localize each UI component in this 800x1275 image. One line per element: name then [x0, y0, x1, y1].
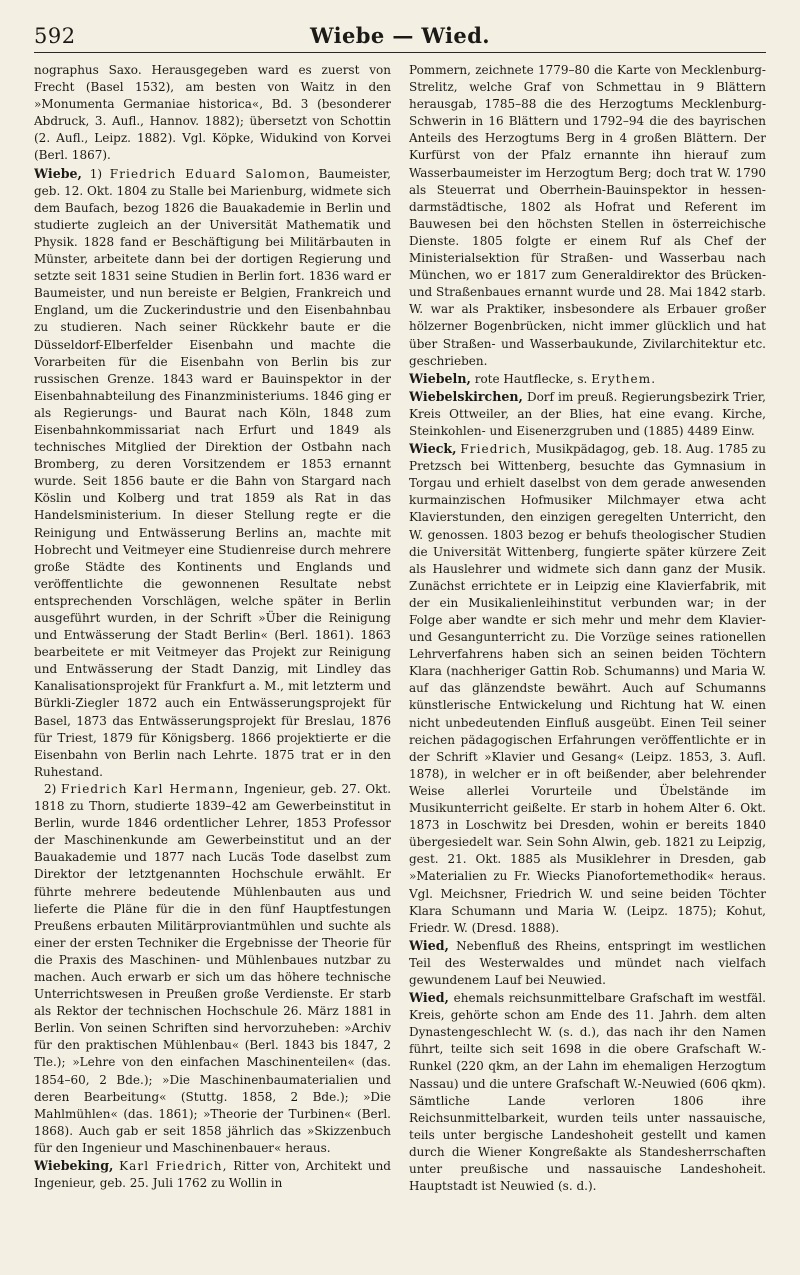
entry-lemma: Wiebeking,: [34, 1158, 114, 1173]
entry-wied-county: [409, 989, 766, 1195]
entry-wied-river: [409, 937, 766, 989]
continued-paragraph: nographus Saxo. Herausgegeben ward es zuerst von Frecht (Basel 1532), am besten von Waitz in den »Monumenta Germaniae historica«, Bd. 3 (besonderer Abdruck, 3. Aufl., Hannov. 1882); übersetzt von Schottin (2. Aufl., Leipz. 1882). Vgl. Köpke, Widukind von Korvei (Berl. 1867).: [34, 63, 391, 163]
entry-text: Dorf im preuß. Regierungsbezirk Trier, Kreis Ottweiler, an der Blies, hat eine evang. Kirche, Steinkohlen- und Eisenerzgruben und (1885) 4489 Einw.: [409, 389, 766, 438]
page-header: [34, 18, 766, 53]
entry-lemma: Wied,: [409, 937, 449, 953]
entry-lemma: Wieck,: [409, 441, 457, 457]
entry-text: Baumeister, geb. 12. Okt. 1804 zu Stalle bei Marienburg, widmete sich dem Baufach, bezog 1826 die Bauakademie in Berlin und studierte zugleich an der Universität Mathematik und Physik. 1828 fand er Beschäftigung bei Militärbauten in Münster, arbeitete dann bei der dortigen Regierung und setzte seit 1831 seine Studien in Berlin fort. 1836 ward er Baumeister, und nun bereiste er Belgien, Frankreich und England, um die Zuckerindustrie und den Eisenbahnbau zu studieren. Nach seiner Rückkehr baute er die Düsseldorf-Elberfelder Eisenbahn und machte die Vorarbeiten für die Eisenbahn von Berlin bis zur russischen Grenze. 1843 ward er Bauinspektor in der Eisenbahnabteilung des Finanzministeriums. 1846 ging er als Regierungs- und Baurat nach Köln, 1848 zum Eisenbahnkommissariat nach Erfurt und 1849 als technisches Mitglied der Direktion der Ostbahn nach Bromberg, zu deren Vorsitzendem er 1853 ernannt wurde. Seit 1856 baute er die Bahn von Stargard nach Köslin und Kolberg und trat 1859 als Rat in das Handelsministerium. In dieser Stellung regte er die Reinigung und Entwässerung Berlins an, machte mit Hobrecht und Veitmeyer eine Studienreise durch mehrere große Städte des Kontinents und Englands und veröffentlichte die gewonnenen Resultate nebst entsprechenden Vorschlägen, welche später in Berlin ausgeführt wurden, in der Schrift »Über die Reinigung und Entwässerung der Stadt Berlin« (Berl. 1861). 1863 bearbeitete er mit Veitmeyer das Projekt zur Reinigung und Entwässerung der Stadt Danzig, mit Lindley das Kanalisationsprojekt für Frankfurt a. M., mit letzterm und Bürkli-Ziegler 1872 auch ein Entwässerungsprojekt für Basel, 1873 das Entwässerungsprojekt für Breslau, 1876 für Triest, 1879 für Königsberg. 1866 projektierte er die Eisenbahn von Berlin nach Lehrte. 1875 trat er in den Ruhestand.: [34, 166, 391, 779]
entry-lemma: Wied,: [409, 990, 449, 1006]
left-column: [34, 62, 391, 1265]
continued-paragraph: Pommern, zeichnete 1779–80 die Karte von Mecklenburg-Strelitz, welche Graf von Schmettau in 9 Blättern herausgab, 1785–88 die des Herzogtums Mecklenburg-Schwerin in 16 Blättern und 1792–94 die des bayrischen Anteils des Herzogtums Berg in 4 großen Blättern. Der Kurfürst von der Pfalz ernannte ihn hierauf zum Wasserbaumeister im Herzogtum Berg; doch trat W. 1790 als Steuerrat und Oberrhein-Bauinspektor in hessen-darmstädtische, 1802 als Hofrat und Referent im Bauwesen bei den höchsten Stellen in österreichische Dienste. 1805 folgte er einem Ruf als Chef der Ministerialsektion für Straßen- und Wasserbau nach München, wo er 1817 zum Generaldirektor des Brücken- und Straßenbaues ernannt wurde und 28. Mai 1842 starb. W. war als Praktiker, insbesondere als Erbauer großer hölzerner Bogenbrücken, nicht immer glücklich und hat über Straßen- und Wasserbaukunde, Zivilarchitektur etc. geschrieben.: [409, 63, 766, 368]
entry-text: Nebenfluß des Rheins, entspringt im westlichen Teil des Westerwaldes und mündet nach vielfach gewundenem Lauf bei Neuwied.: [409, 938, 766, 987]
entry-wieck: [409, 440, 766, 937]
entry-lemma: Wiebelskirchen,: [409, 388, 523, 404]
person-name: Karl Friedrich,: [119, 1159, 228, 1173]
sub-entry-number: 1): [89, 166, 103, 181]
entry-text: Ingenieur, geb. 27. Okt. 1818 zu Thorn, studierte 1839–42 am Gewerbeinstitut in Berlin, wurde 1846 ordentlicher Lehrer, 1853 Professor der Maschinenkunde am Gewerbeinstitut und an der Bauakademie und 1877 nach Lucäs Tode daselbst zum Direktor der letztgenannten Hochschule erwählt. Er führte mehrere bedeutende Mühlenbauten aus und lieferte die Pläne für die in den fünf Hauptfestungen Preußens erbauten Militärproviantmühlen und suchte als einer der ersten Techniker die Ergebnisse der Theorie für die Praxis des Maschinen- und Mühlenbaues nutzbar zu machen. Auch erwarb er sich um das höhere technische Unterrichtswesen in Preußen große Verdienste. Er starb als Rektor der technischen Hochschule 26. März 1881 in Berlin. Von seinen Schriften sind hervorzuheben: »Archiv für den praktischen Mühlenbau« (Berl. 1843 bis 1847, 2 Tle.); »Lehre von den einfachen Maschinenteilen« (das. 1854–60, 2 Bde.); »Die Maschinenbaumaterialien und deren Bearbeitung« (Stuttg. 1858, 2 Bde.); »Die Mahlmühlen« (das. 1861); »Theorie der Turbinen« (Berl. 1868). Auch gab er seit 1858 jährlich das »Skizzenbuch für den Ingenieur und Maschinenbauer« heraus.: [34, 781, 391, 1155]
sub-entry-number: 2): [44, 781, 57, 796]
running-title: Wiebe — Wied.: [310, 23, 490, 48]
entry-text: ehemals reichsunmittelbare Grafschaft im westfäl. Kreis, gehörte schon am Ende des 11. Jahrh. dem alten Dynastengeschlecht W. (s. d.), das nach ihr den Namen führt, teilte sich seit 1698 in die obere Grafschaft W.-Runkel (220 qkm, an der Lahn im ehemaligen Herzogtum Nassau) und die untere Grafschaft W.-Neuwied (606 qkm). Sämtliche Lande verloren 1806 ihre Reichsunmittelbarkeit, wurden teils unter nassauische, teils unter bergische Landeshoheit gestellt und kamen durch die Wiener Kongreßakte als Standesherrschaften unter preußische und nassauische Landeshoheit. Hauptstadt ist Neuwied (s. d.).: [409, 991, 766, 1194]
entry-wiebelskirchen: [409, 388, 766, 440]
person-name: Friedrich Eduard Salomon,: [109, 166, 311, 181]
person-name: Friedrich Karl Hermann,: [61, 781, 240, 796]
entry-lemma: Wiebeln,: [409, 370, 471, 386]
entry-text: Ritter von, Architekt und Ingenieur, geb. 25. Juli 1762 zu Wollin in: [34, 1159, 391, 1191]
page-number: 592: [34, 24, 76, 48]
right-column: [409, 62, 766, 1265]
entry-wiebeln: [409, 370, 766, 388]
entry-lemma: Wiebe,: [34, 165, 82, 181]
person-name: Friedrich,: [460, 442, 532, 457]
entry-text: rote Hautflecke, s.: [474, 371, 588, 386]
text-columns: [34, 62, 766, 1265]
entry-wiebeking: [34, 1157, 391, 1192]
cross-reference: Erythem.: [591, 371, 657, 386]
sub-entry-wiebe-2: [34, 781, 391, 1157]
entry-wiebe: [34, 165, 391, 781]
entry-text: Musikpädagog, geb. 18. Aug. 1785 zu Pretzsch bei Wittenberg, besuchte das Gymnasium in Torgau und erhielt daselbst von dem gerade anwesenden kurmainzischen Hofmusiker Milchmayer etwa acht Klavierstunden, den einzigen geregelten Unterricht, den W. genossen. 1803 bezog er behufs theologischer Studien die Universität Wittenberg, fungierte später kürzere Zeit als Hauslehrer und widmete sich dann ganz der Musik. Zunächst errichtete er in Leipzig eine Klavierfabrik, mit der ein Musikalienleihinstitut verbunden war; in der Folge aber wandte er sich mehr und mehr dem Klavier- und Gesangunterricht zu. Die Vorzüge seines rationellen Lehrverfahrens haben sich an seinen beiden Töchtern Klara (nachheriger Gattin Rob. Schumanns) und Maria W. auf das glänzendste bewährt. Auch auf Schumanns künstlerische Entwickelung und Richtung hat W. einen nicht unbedeutenden Einfluß ausgeübt. Einen Teil seiner reichen pädagogischen Erfahrungen veröffentlichte er in der Schrift »Klavier und Gesang« (Leipz. 1853, 3. Aufl. 1878), in welcher er in oft beißender, aber belehrender Weise allerlei Vorurteile und Übelstände im Musikunterricht geißelte. Er starb in hohem Alter 6. Okt. 1873 in Loschwitz bei Dresden, wohin er bereits 1840 übergesiedelt war. Sein Sohn Alwin, geb. 1821 zu Leipzig, gest. 21. Okt. 1885 als Musiklehrer in Dresden, gab »Materialien zu Fr. Wiecks Pianofortemethodik« heraus. Vgl. Meichsner, Friedrich W. und seine beiden Töchter Klara Schumann und Maria W. (Leipz. 1875); Kohut, Friedr. W. (Dresd. 1888).: [409, 442, 766, 935]
